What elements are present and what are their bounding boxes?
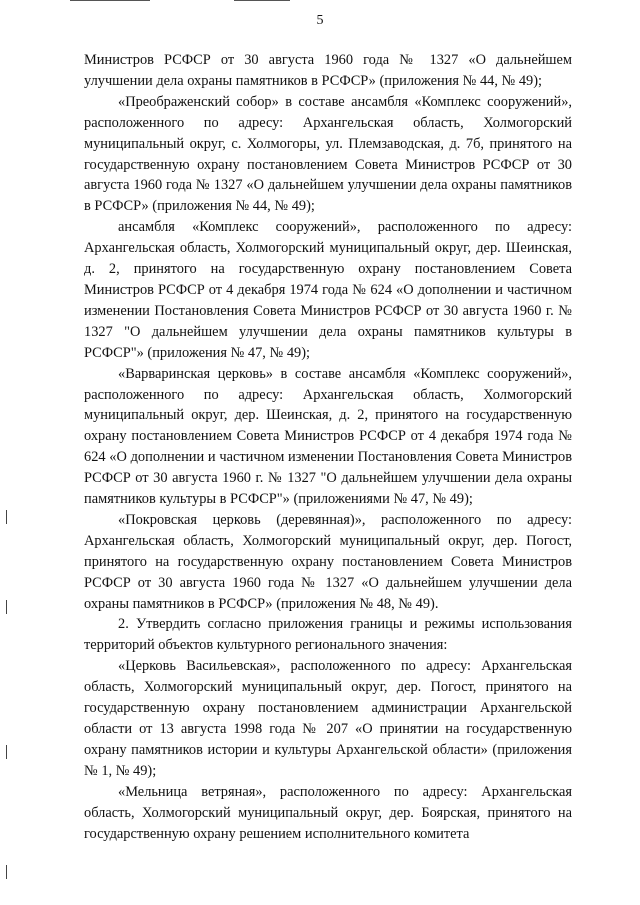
paragraph: «Преображенский собор» в составе ансамбля «Комплекс сооружений», расположенного по адресу: Архангельская область, Холмогорский муниципальный округ, с. Холмогоры, ул. Племзаводская, д. 7б, принятого на государственную охрану постановлением Совета Министров РСФСР от 30 августа 1960 года № 1327 «О дальнейшем улучшении дела охраны памятников в РСФСР» (приложения № 44, № 49); — [84, 93, 572, 215]
margin-scan-tick — [6, 600, 7, 614]
margin-scan-tick — [6, 745, 7, 759]
paragraph: ансамбля «Комплекс сооружений», расположенного по адресу: Архангельская область, Холмогорский муниципальный округ, дер. Шеинская, д. 2, принятого на государственную охрану постановлением Совета Министров РСФСР от 4 декабря 1974 года № 624 «О дополнении и частичном изменении Постановления Совета Министров РСФСР от 30 августа 1960 г. № 1327 "О дальнейшем улучшении дела охраны памятников культуры в РСФСР"» (приложения № 47, № 49); — [84, 219, 572, 361]
paragraph: Министров РСФСР от 30 августа 1960 года № 1327 «О дальнейшем улучшении дела охраны памятников в РСФСР» (приложения № 44, № 49); — [84, 52, 572, 89]
paragraph: «Варваринская церковь» в составе ансамбля «Комплекс сооружений», расположенного по адресу: Архангельская область, Холмогорский муниципальный округ, дер. Шеинская, д. 2, принятого на государственную охрану постановлением Совета Министров РСФСР от 4 декабря 1974 года № 624 «О дополнении и частичном изменении Постановления Совета Министров РСФСР от 30 августа 1960 г. № 1327 "О дальнейшем улучшении дела охраны памятников культуры в РСФСР"» (приложениями № 47, № 49); — [84, 365, 572, 508]
paragraph: «Покровская церковь (деревянная)», расположенного по адресу: Архангельская область, Холмогорский муниципальный округ, дер. Погост, принятого на государственную охрану постановлением Совета Министров РСФСР от 30 августа 1960 года № 1327 «О дальнейшем улучшении дела охраны памятников в РСФСР» (приложения № 48, № 49). — [84, 511, 572, 612]
margin-scan-tick — [6, 865, 7, 879]
scan-edge-mark — [234, 0, 290, 1]
scan-edge-mark — [70, 0, 150, 1]
document-body — [84, 50, 572, 844]
paragraph: 2. Утвердить согласно приложения границы и режимы использования территорий объектов культурного регионального значения: — [84, 616, 572, 654]
paragraph: «Церковь Васильевская», расположенного по адресу: Архангельская область, Холмогорский муниципальный округ, дер. Погост, принятого на государственную охрану постановлением администрации Архангельской области от 13 августа 1998 года № 207 «О принятии на государственную охрану памятников истории и культуры Архангельской области» (приложения № 1, № 49); — [84, 658, 572, 779]
margin-scan-tick — [6, 510, 7, 524]
paragraph: «Мельница ветряная», расположенного по адресу: Архангельская область, Холмогорский муниципальный округ, дер. Боярская, принятого на государственную охрану решением исполнительного комитета — [84, 783, 572, 842]
page-number: 5 — [316, 13, 324, 28]
